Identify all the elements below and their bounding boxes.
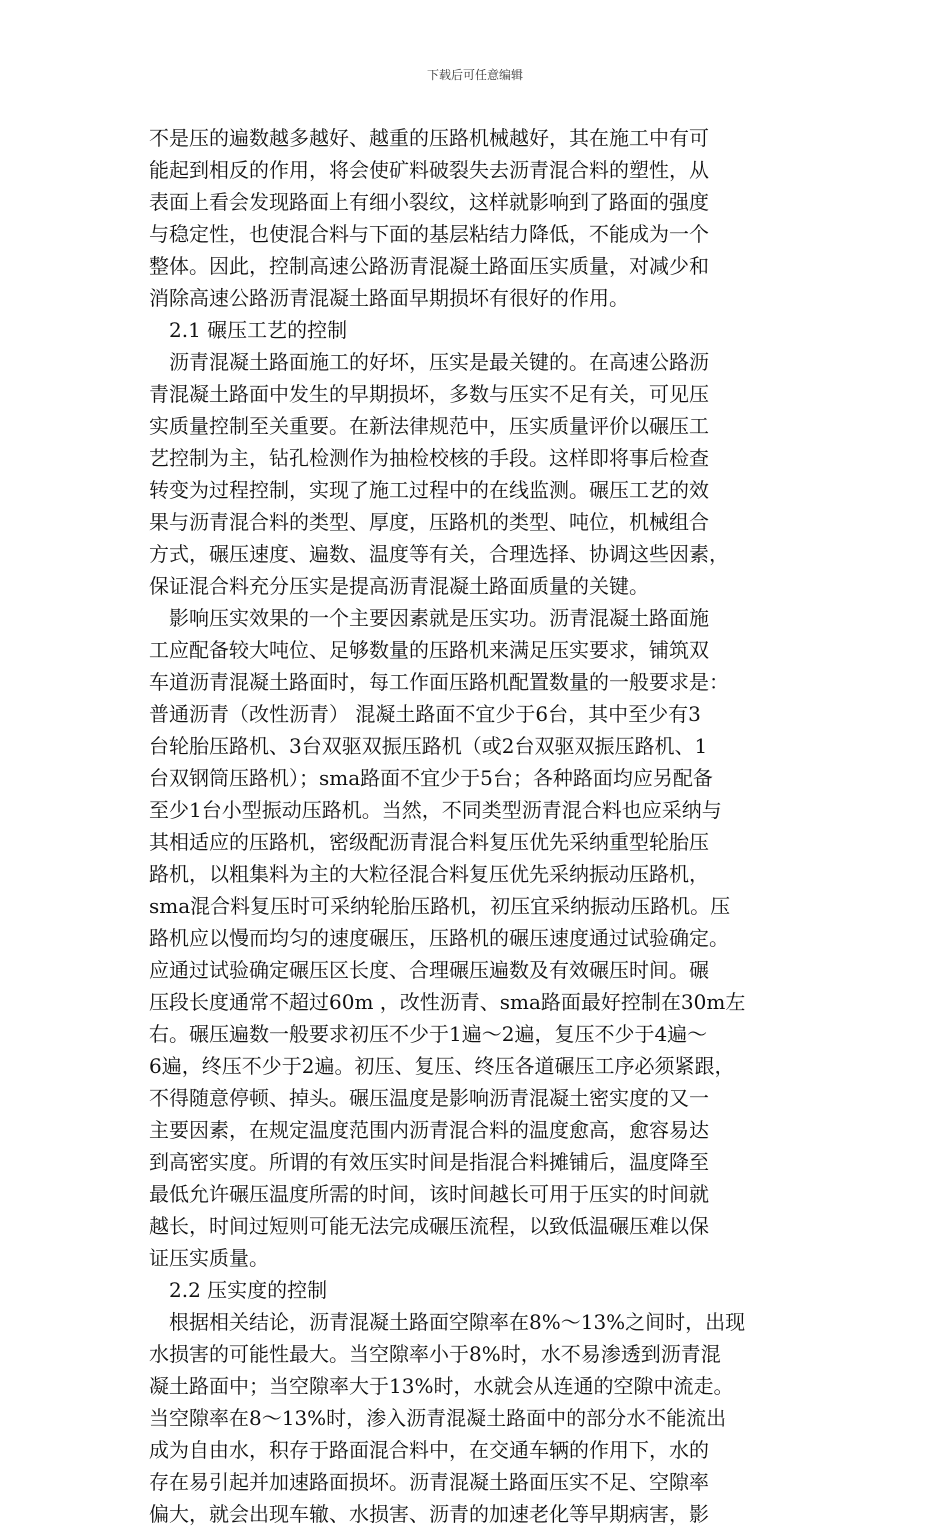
text-line: 工应配备较大吨位、足够数量的压路机来满足压实要求，铺筑双 (149, 638, 709, 662)
text-line: 偏大，就会出现车辙、水损害、沥青的加速老化等早期病害，影 (149, 1502, 709, 1526)
text-line: 2.2 压实度的控制 (149, 1278, 328, 1302)
text-line: 凝土路面中；当空隙率大于13%时，水就会从连通的空隙中流走。 (149, 1374, 734, 1398)
text-line: 保证混合料充分压实是提高沥青混凝土路面质量的关键。 (149, 574, 649, 598)
text-line: 路机，以粗集料为主的大粒径混合料复压优先采纳振动压路机， (149, 862, 709, 886)
text-line: 台轮胎压路机、3台双驱双振压路机（或2台双驱双振压路机、1 (149, 734, 708, 758)
document-body (149, 122, 801, 1530)
text-line: 证压实质量。 (149, 1246, 269, 1270)
text-line: 到高密实度。所谓的有效压实时间是指混合料摊铺后，温度降至 (149, 1150, 709, 1174)
text-line: 果与沥青混合料的类型、厚度，压路机的类型、吨位，机械组合 (149, 510, 709, 534)
text-line: 路机应以慢而均匀的速度碾压，压路机的碾压速度通过试验确定。 (149, 926, 729, 950)
text-line: 至少1台小型振动压路机。当然，不同类型沥青混合料也应采纳与 (149, 798, 722, 822)
text-line: 转变为过程控制，实现了施工过程中的在线监测。碾压工艺的效 (149, 478, 709, 502)
text-line: 越长，时间过短则可能无法完成碾压流程，以致低温碾压难以保 (149, 1214, 709, 1238)
text-line: 整体。因此，控制高速公路沥青混凝土路面压实质量，对减少和 (149, 254, 709, 278)
text-line: 艺控制为主，钻孔检测作为抽检校核的手段。这样即将事后检查 (149, 446, 709, 470)
text-line: 存在易引起并加速路面损坏。沥青混凝土路面压实不足、空隙率 (149, 1470, 709, 1494)
text-line: 不得随意停顿、掉头。碾压温度是影响沥青混凝土密实度的又一 (149, 1086, 709, 1110)
text-line: 根据相关结论，沥青混凝土路面空隙率在8%～13%之间时，出现 (149, 1310, 746, 1334)
text-line: 影响压实效果的一个主要因素就是压实功。沥青混凝土路面施 (149, 606, 709, 630)
text-line: 应通过试验确定碾压区长度、合理碾压遍数及有效碾压时间。碾 (149, 958, 709, 982)
text-line: 其相适应的压路机，密级配沥青混合料复压优先采纳重型轮胎压 (149, 830, 709, 854)
text-line: 方式，碾压速度、遍数、温度等有关，合理选择、协调这些因素， (149, 542, 729, 566)
text-line: 表面上看会发现路面上有细小裂纹，这样就影响到了路面的强度 (149, 190, 709, 214)
text-line: 普通沥青（改性沥青） 混凝土路面不宜少于6台，其中至少有3 (149, 702, 701, 726)
text-line: 当空隙率在8～13%时，渗入沥青混凝土路面中的部分水不能流出 (149, 1406, 727, 1430)
text-line: 消除高速公路沥青混凝土路面早期损坏有很好的作用。 (149, 286, 629, 310)
text-line: 压段长度通常不超过60m ，改性沥青、sma路面最好控制在30m左 (149, 990, 746, 1014)
text-line: 台双钢筒压路机）；sma路面不宜少于5台；各种路面均应另配备 (149, 766, 713, 790)
text-line: 能起到相反的作用，将会使矿料破裂失去沥青混合料的塑性，从 (149, 158, 709, 182)
text-line: 主要因素，在规定温度范围内沥青混合料的温度愈高，愈容易达 (149, 1118, 709, 1142)
text-line: 沥青混凝土路面施工的好坏，压实是最关键的。在高速公路沥 (149, 350, 709, 374)
text-line: 最低允许碾压温度所需的时间，该时间越长可用于压实的时间就 (149, 1182, 709, 1206)
text-line: 水损害的可能性最大。当空隙率小于8%时，水不易渗透到沥青混 (149, 1342, 721, 1366)
text-line: 与稳定性，也使混合料与下面的基层粘结力降低，不能成为一个 (149, 222, 709, 246)
text-line: 实质量控制至关重要。在新法律规范中，压实质量评价以碾压工 (149, 414, 709, 438)
text-line: sma混合料复压时可采纳轮胎压路机，初压宜采纳振动压路机。压 (149, 894, 731, 918)
text-line: 6遍，终压不少于2遍。初压、复压、终压各道碾压工序必须紧跟， (149, 1054, 735, 1078)
text-line: 青混凝土路面中发生的早期损坏，多数与压实不足有关，可见压 (149, 382, 709, 406)
text-line: 2.1 碾压工艺的控制 (149, 318, 348, 342)
page-header: 下载后可任意编辑 (426, 68, 523, 82)
text-line: 成为自由水，积存于路面混合料中，在交通车辆的作用下，水的 (149, 1438, 709, 1462)
text-line: 不是压的遍数越多越好、越重的压路机械越好，其在施工中有可 (149, 126, 709, 150)
text-line: 车道沥青混凝土路面时，每工作面压路机配置数量的一般要求是： (149, 670, 729, 694)
text-line: 右。碾压遍数一般要求初压不少于1遍～2遍，复压不少于4遍～ (149, 1022, 708, 1046)
